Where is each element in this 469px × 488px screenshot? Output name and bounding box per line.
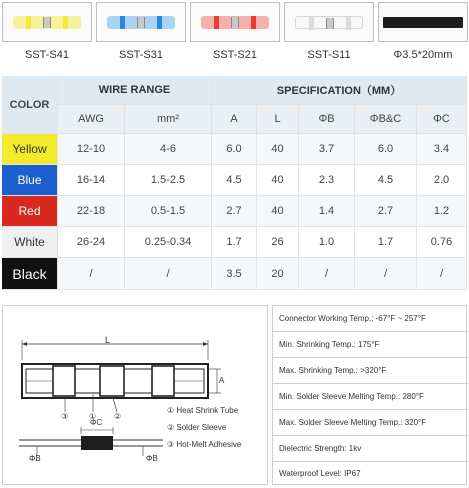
working-temp: Connector Working Temp.: -67°F ~ 257°F [273, 306, 468, 332]
product-label: SST-S41 [24, 49, 70, 61]
adhesive-band [63, 16, 68, 29]
mm2-cell: 0.5-1.5 [125, 196, 212, 227]
connector-tube-yellow [13, 16, 81, 29]
connector-tube-white [295, 16, 363, 29]
adhesive-band [346, 17, 351, 30]
connector-tube-red [201, 16, 269, 29]
product-image [284, 2, 374, 42]
phib-cell: 1.0 [299, 227, 355, 258]
phib-cell: 3.7 [299, 134, 355, 165]
adhesive-band [26, 16, 31, 29]
phic-cell: 0.76 [417, 227, 467, 258]
phic-header: ΦC [417, 105, 467, 134]
awg-cell: / [58, 258, 125, 290]
color-header: COLOR [2, 76, 58, 134]
min-solder-melting-temp: Min. Solder Sleeve Melting Temp.: 280°F [273, 384, 468, 410]
color-swatch-yellow: Yellow [2, 134, 58, 165]
connector-diagram [2, 305, 268, 485]
color-swatch-red: Red [2, 196, 58, 227]
l-header: L [257, 105, 299, 134]
phic-cell: 2.0 [417, 165, 467, 196]
l-cell: 40 [257, 165, 299, 196]
phib-cell: / [299, 258, 355, 290]
solder-ring [100, 366, 124, 396]
phibc-cell: 4.5 [355, 165, 417, 196]
product-image [2, 2, 92, 42]
legend-hot-melt-adhesive: ③ Hot-Melt Adhesive [167, 440, 242, 449]
adhesive-band [309, 17, 314, 30]
product-image [96, 2, 186, 42]
product-label: SST-S11 [307, 49, 351, 61]
heat-shrink-tube [383, 17, 463, 28]
callout-1: ① [89, 412, 97, 421]
dimension-label-phic: ΦC [90, 418, 103, 427]
solder-ring [43, 17, 51, 28]
max-solder-melting-temp: Max. Solder Sleeve Melting Temp.: 320°F [273, 410, 468, 436]
product-sst-s41 [2, 2, 92, 68]
dimension-label-phib-right: ΦB [146, 454, 158, 463]
mm2-cell: / [125, 258, 212, 290]
a-cell: 6.0 [212, 134, 257, 165]
a-cell: 2.7 [212, 196, 257, 227]
phic-cell: 1.2 [417, 196, 467, 227]
callout-3: ③ [61, 412, 69, 421]
adhesive-band [214, 16, 219, 29]
legend-heat-shrink-tube: ① Heat Shrink Tube [167, 406, 239, 415]
color-swatch-white: White [2, 227, 58, 258]
a-header: A [212, 105, 257, 134]
l-cell: 40 [257, 196, 299, 227]
solder-ring [326, 18, 334, 29]
phibc-cell: 1.7 [355, 227, 417, 258]
awg-cell: 22-18 [58, 196, 125, 227]
solder-ring [231, 17, 239, 28]
mm2-header: mm² [125, 105, 212, 134]
connector-drawing [3, 306, 267, 484]
adhesive-band [251, 16, 256, 29]
a-cell: 3.5 [212, 258, 257, 290]
product-sst-s21 [190, 2, 280, 68]
mm2-cell: 0.25-0.34 [125, 227, 212, 258]
phic-cell: 3.4 [417, 134, 467, 165]
phib-header: ΦB [299, 105, 355, 134]
product-heat-shrink [378, 2, 468, 68]
product-label: Φ3.5*20mm [393, 49, 453, 61]
product-sst-s11 [284, 2, 374, 68]
solder-ring [137, 17, 145, 28]
spec-table [2, 76, 467, 290]
specification-header: SPECIFICATION（MM） [212, 76, 467, 105]
adhesive-ring-left [53, 366, 75, 396]
mm2-cell: 4-6 [125, 134, 212, 165]
product-image [378, 2, 468, 42]
product-label: SST-S21 [212, 49, 258, 61]
min-shrinking-temp: Min. Shrinking Temp.: 175°F [273, 332, 468, 358]
max-shrinking-temp: Max. Shrinking Temp.: >320°F [273, 358, 468, 384]
a-cell: 1.7 [212, 227, 257, 258]
callout-2: ② [114, 412, 122, 421]
adhesive-band [157, 16, 162, 29]
dimension-label-a: A [219, 376, 225, 385]
color-swatch-blue: Blue [2, 165, 58, 196]
phic-cell: / [417, 258, 467, 290]
phib-cell: 1.4 [299, 196, 355, 227]
color-swatch-black: Black [2, 258, 58, 290]
dielectric-strength: Dielectric Strength: 1kv [273, 436, 468, 462]
a-cell: 4.5 [212, 165, 257, 196]
dimension-label-phib-left: ΦB [29, 454, 41, 463]
l-cell: 40 [257, 134, 299, 165]
mm2-cell: 1.5-2.5 [125, 165, 212, 196]
awg-cell: 16-14 [58, 165, 125, 196]
connector-tube-blue [107, 16, 175, 29]
wire-range-header: WIRE RANGE [58, 76, 212, 105]
phibc-header: ΦB&C [355, 105, 417, 134]
awg-cell: 26-24 [58, 227, 125, 258]
product-sst-s31 [96, 2, 186, 68]
phib-cell: 2.3 [299, 165, 355, 196]
product-image [190, 2, 280, 42]
phibc-cell: 6.0 [355, 134, 417, 165]
solder-sleeve-black [81, 436, 113, 450]
phibc-cell: 2.7 [355, 196, 417, 227]
phibc-cell: / [355, 258, 417, 290]
specs-panel [272, 305, 467, 485]
legend-solder-sleeve: ② Solder Sleeve [167, 423, 227, 432]
product-label: SST-S31 [118, 49, 164, 61]
l-cell: 26 [257, 227, 299, 258]
dimension-label-l: L [105, 335, 111, 345]
awg-header: AWG [58, 105, 125, 134]
product-thumbnails [2, 2, 467, 68]
l-cell: 20 [257, 258, 299, 290]
waterproof-level: Waterproof Level: IP67 [279, 468, 361, 478]
awg-cell: 12-10 [58, 134, 125, 165]
adhesive-ring-right [152, 366, 174, 396]
adhesive-band [120, 16, 125, 29]
